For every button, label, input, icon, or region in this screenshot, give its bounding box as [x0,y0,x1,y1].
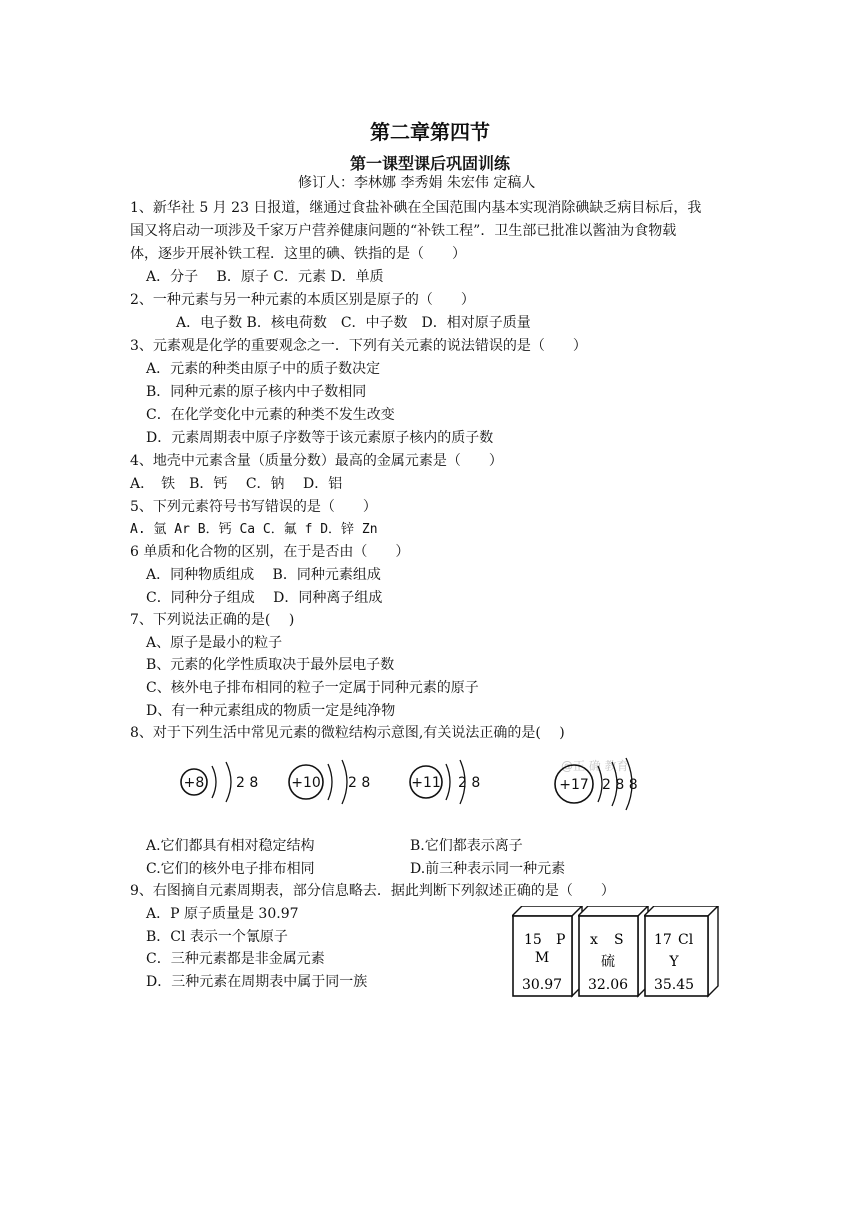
q6-options-ab: A．同种物质组成 B．同种元素组成 [146,567,381,583]
q1-stem-line3: 体，逐步开展补铁工程．这里的碘、铁指的是（ ） [130,246,466,262]
q2-stem: 2、一种元素与另一种元素的本质区别是原子的（ ） [130,292,475,308]
element-symbol: S [614,932,624,948]
q7-option-d: D、有一种元素组成的物质一定是纯净物 [146,703,396,719]
reviser-line: 修订人：李林娜 李秀娟 朱宏伟 定稿人 [298,175,536,191]
atomic-number: x [590,932,598,948]
shell-electrons: 2 8 8 [602,777,638,793]
atomic-mass: 32.06 [587,977,629,993]
q8-option-c: C.它们的核外电子排布相同 [146,861,315,877]
q9-option-b: B．Cl 表示一个氰原子 [146,929,288,945]
nucleus-label: +17 [559,777,589,793]
q2-options: A．电子数 B．核电荷数 C．中子数 D．相对原子质量 [176,315,531,331]
q5-stem: 5、下列元素符号书写错误的是（ ） [130,499,377,515]
atomic-number: 17 [654,932,672,948]
nucleus-label: +8 [183,775,205,791]
q7-option-c: C、核外电子排布相同的粒子一定属于同种元素的原子 [146,680,479,696]
q6-options-cd: C．同种分子组成 D．同种离子组成 [146,590,383,606]
q9-option-d: D．三种元素在周期表中属于同一族 [146,974,368,990]
q5-options: A. 氩 Ar B．钙 Ca C．氟 f D．锌 Zn [130,522,378,537]
atom-diagram-3 [408,752,528,812]
q7-option-b: B、元素的化学性质取决于最外层电子数 [146,657,395,673]
q6-stem: 6 单质和化合物的区别，在于是否由（ ） [130,544,410,560]
q3-option-c: C．在化学变化中元素的种类不发生改变 [146,407,395,423]
atom-diagram-2 [286,752,406,812]
periodic-cell-p [512,906,584,1002]
q1-stem-line1: 1、新华社 5 月 23 日报道，继通过食盐补碘在全国范围内基本实现消除碘缺乏病目标后，我 [130,200,702,216]
q3-option-d: D．元素周期表中原子序数等于该元素原子核内的质子数 [146,430,494,446]
element-name: M [534,950,550,966]
atom-diagram-1 [178,752,298,812]
watermark: @正 确 教育 [561,759,629,773]
shell-electrons: 2 8 [348,775,371,791]
q8-option-d: D.前三种表示同一种元素 [410,861,566,877]
nucleus-label: +11 [411,775,441,791]
page-subtitle: 第一课型课后巩固训练 [349,154,510,173]
q8-stem: 8、对于下列生活中常见元素的微粒结构示意图,有关说法正确的是( ) [130,725,565,741]
q3-option-b: B．同种元素的原子核内中子数相同 [146,384,367,400]
q1-options: A．分子 B．原子 C．元素 D．单质 [146,269,384,285]
q1-stem-line2: 国又将启动一项涉及千家万户营养健康问题的“补铁工程”．卫生部已批准以酱油为食物载 [130,223,677,239]
periodic-cell-s [578,906,650,1002]
q9-option-a: A．P 原子质量是 30.97 [146,906,299,922]
page-title: 第二章第四节 [370,120,490,144]
atomic-mass: 30.97 [521,977,563,993]
q7-stem: 7、下列说法正确的是( ) [130,612,295,628]
shell-electrons: 2 8 [458,775,481,791]
atom-diagram-4 [552,752,692,812]
nucleus-label: +10 [291,775,321,791]
element-name: Y [669,954,679,970]
atomic-number: 15 [524,932,542,948]
q4-stem: 4、地壳中元素含量（质量分数）最高的金属元素是（ ） [130,453,503,469]
atomic-mass: 35.45 [653,977,695,993]
element-symbol: Cl [678,932,694,948]
q9-stem: 9、右图摘自元素周期表，部分信息略去．据此判断下列叙述正确的是（ ） [130,883,615,899]
periodic-cell-cl [644,906,720,1002]
shell-electrons: 2 8 [236,775,259,791]
q3-stem: 3、元素观是化学的重要观念之一．下列有关元素的说法错误的是（ ） [130,338,587,354]
element-name: 硫 [601,954,615,970]
q3-option-a: A．元素的种类由原子中的质子数决定 [146,361,381,377]
element-symbol: P [556,932,566,948]
q8-option-b: B.它们都表示离子 [410,838,523,854]
q8-option-a: A.它们都具有相对稳定结构 [146,838,315,854]
q7-option-a: A、原子是最小的粒子 [146,635,283,651]
q4-options: A． 铁 B．钙 C．钠 D．铝 [130,476,343,492]
q9-option-c: C．三种元素都是非金属元素 [146,951,325,967]
